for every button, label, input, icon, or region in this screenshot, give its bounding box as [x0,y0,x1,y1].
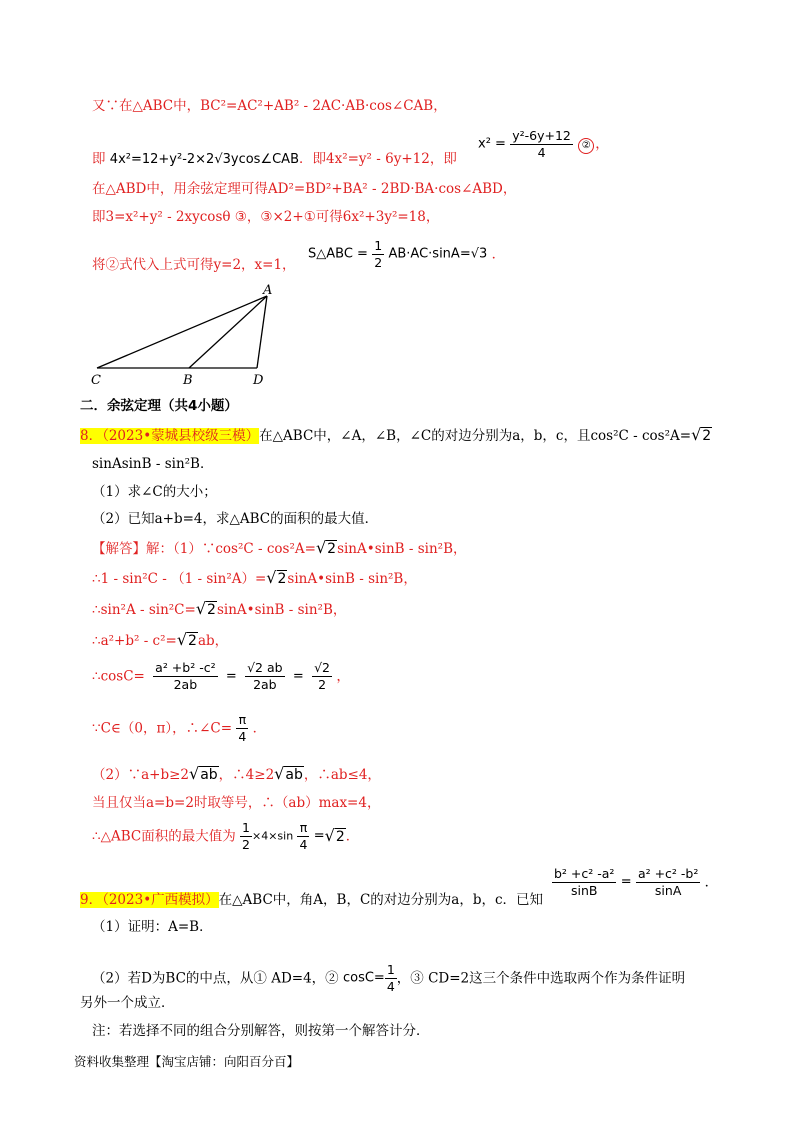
q8-part1: （1）求∠C的大小； [92,484,217,500]
q8-answer-max-area: ∴△ABC面积的最大值为 $\frac{1}{2}$ ×4×sin $\frac{\pi}{4}$ =√2． [92,820,360,852]
solution-line-2-fraction: x² = $\frac{\text{y²-6y+12}}{4}$ ② ， [478,128,609,160]
solution-line-3: 在△ABD中，用余弦定理可得AD²=BD²+BA² - 2BD·BA·cos∠ABD， [92,181,517,197]
q9-note: 注：若选择不同的组合分别解答，则按第一个解答计分． [92,1023,430,1039]
q8-part2: （2）已知a+b=4，求△ABC的面积的最大值． [92,511,379,527]
solution-line-5: 将②式代入上式可得y=2，x=1， [92,257,296,273]
vertex-label-d: D [253,373,264,388]
area-formula: S△ABC = $\frac{1}{2}$ AB·AC·sinA=√3 ． [308,238,506,270]
section-title: 二．余弦定理（共4小题） [80,398,238,414]
solution-line-2: 即 4x²=12+y²-2×2√3ycos∠CAB．即4x²=y² - 6y+12，即 [92,151,457,167]
vertex-label-a: A [263,283,273,298]
q8-answer-part2-line-2: 当且仅当a=b=2时取等号，∴（ab）max=4， [92,795,381,811]
q8-source-tag: 8．（2023•蒙城县校级三模） [80,428,260,444]
solution-line-1: 又∵在△ABC中，BC²=AC²+AB² - 2AC·AB·cos∠CAB， [92,98,447,114]
formula-image: 4x²=12+y²-2×2√3ycos∠CAB [109,152,299,167]
q8-answer-angle-c: ∵C∈（0，π），∴∠C= $\frac{\pi}{4}$ ． [92,712,267,744]
vertex-label-c: C [91,373,101,388]
answer-tag: 【解答】 [92,541,146,557]
footer-text: 资料收集整理【淘宝店铺：向阳百分百】 [74,1054,300,1069]
triangle-figure [85,280,285,390]
q9-part2-cont: 另外一个成立． [80,995,175,1011]
q8-answer-line-4: ∴a²+b² - c²=√2ab， [92,630,229,649]
q8-answer-line-3: ∴sin²A - sin²C=√2sinA•sinB - sin²B， [92,599,347,618]
q8-answer-line-1: 【解答】解：（1）∵cos²C - cos²A=√2sinA•sinB - sin²B， [92,538,467,557]
q9-source-tag: 9．（2023•广西模拟） [80,892,219,908]
q8-answer-part2-line-1: （2）∵a+b≥2√ab，∴4≥2√ab，∴ab≤4， [92,764,381,783]
vertex-label-b: B [183,373,193,388]
solution-line-4: 即3=x²+y² - 2xycosθ ③，③×2+①可得6x²+3y²=18， [92,209,440,225]
q9-part2: （2）若D为BC的中点，从① AD=4，② cosC= $\frac{1}{4}$ ，③ CD=2这三个条件中选取两个作为条件证明 [92,962,686,994]
q8-answer-cosc: ∴cosC= $\frac{\text{a² +b² -c²}}{2ab}$ = $\frac{√2 ab}{2ab}$ = $\frac{√2}{2}$ ， [92,660,350,692]
q9-part1: （1）证明：A=B． [92,919,213,935]
q9-stem: 9．（2023•广西模拟）在△ABC中，角A，B，C的对边分别为a，b，c．已知 [80,892,544,908]
q8-stem: 8．（2023•蒙城县校级三模）在△ABC中，∠A，∠B，∠C的对边分别为a，b，c，且cos²C - cos²A=√2 [80,425,712,444]
q9-condition-formula: $\frac{\text{b² +c² -a²}}{\sin B}$ = $\frac{\text{a² +c² -b²}}{\sin A}$ ． [554,866,719,898]
q8-answer-line-2: ∴1 - sin²C - （1 - sin²A）=√2sinA•sinB - sin²B， [92,568,417,587]
q8-stem-cont: sinAsinB - sin²B． [92,456,214,472]
